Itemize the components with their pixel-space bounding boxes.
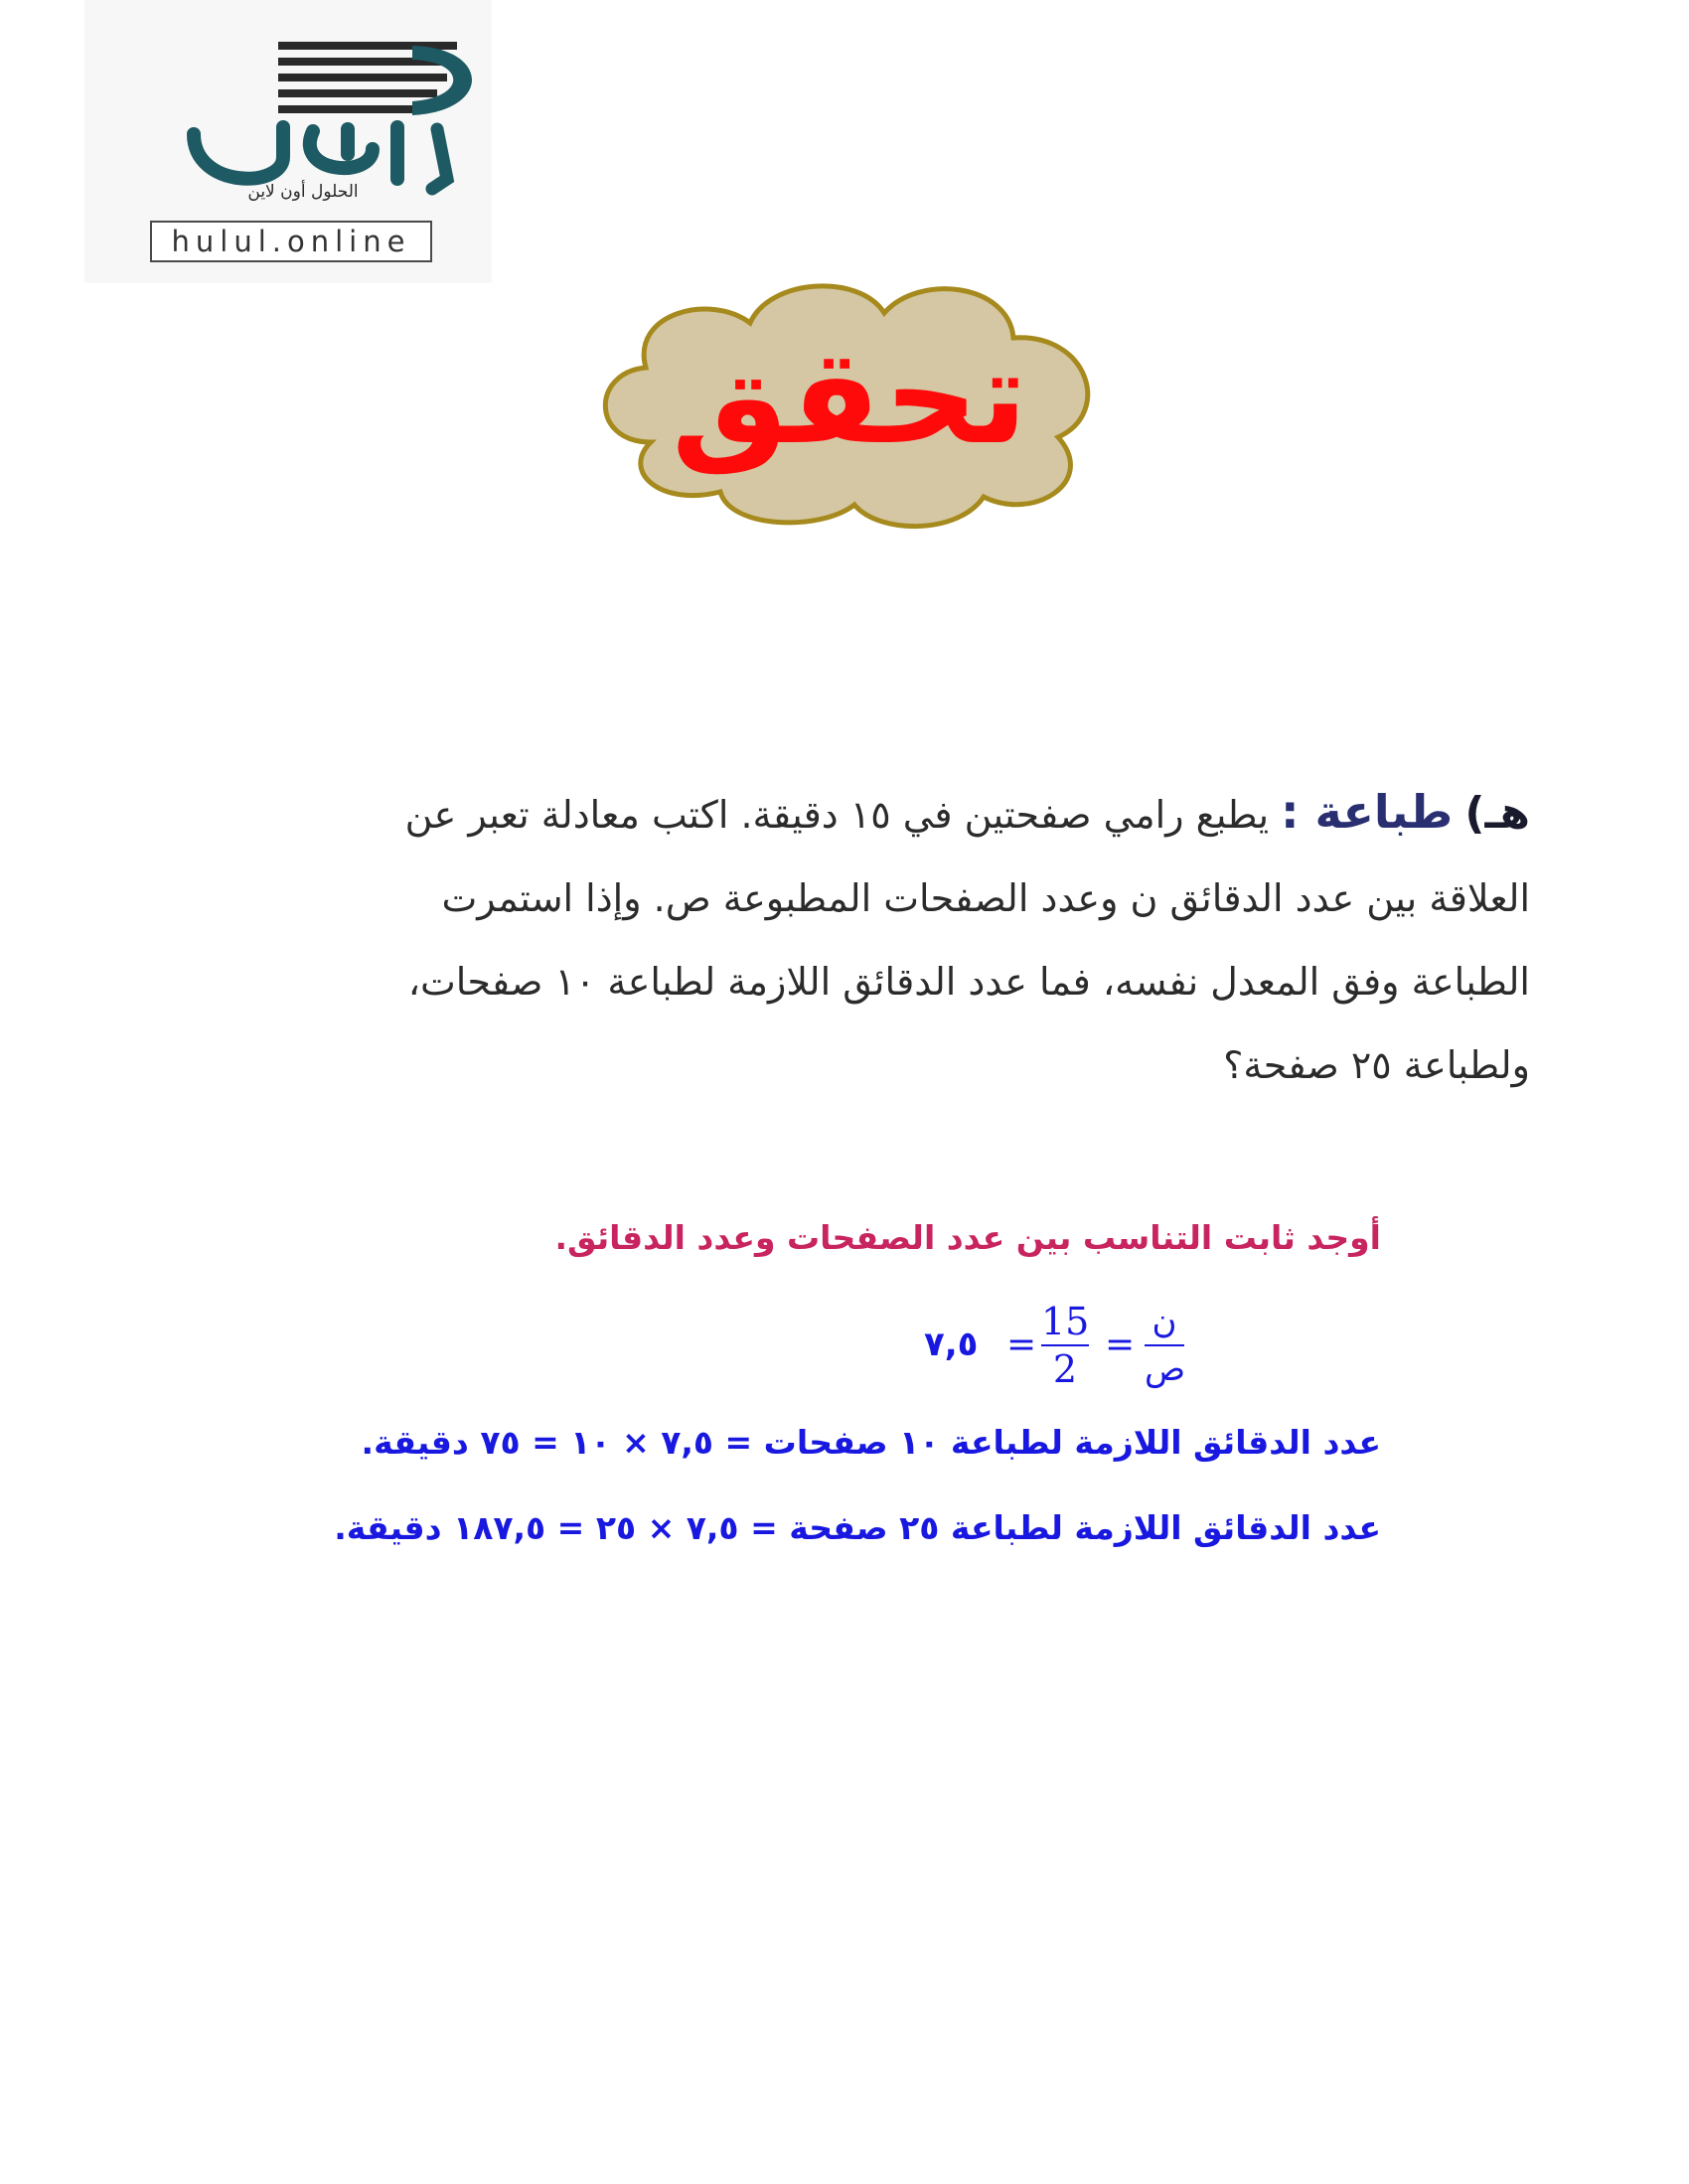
- fraction-denominator: 2: [1052, 1347, 1078, 1391]
- hulul-logo-icon: [184, 40, 482, 204]
- problem-line-3: الطباعة وفق المعدل نفسه، فما عدد الدقائق اللازمة لطباعة ١٠ صفحات،: [407, 960, 1530, 1004]
- problem-line-2: العلاقة بين عدد الدقائق ن وعدد الصفحات المطبوعة ص. وإذا استمرت: [441, 876, 1530, 920]
- fraction-s: ص: [1145, 1349, 1186, 1389]
- fraction-n: ن: [1152, 1302, 1177, 1341]
- problem-label: هـ): [1464, 788, 1530, 839]
- page-title: تحقق: [671, 321, 1028, 474]
- problem-topic: طباعة :: [1281, 785, 1454, 839]
- problem-line-4: ولطباعة ٢٥ صفحة؟: [1223, 1043, 1530, 1087]
- fraction-15-over-2: [1041, 1302, 1089, 1389]
- equation-equals-2: =: [1006, 1325, 1037, 1365]
- equation-result: ٧,٥: [924, 1325, 979, 1364]
- problem-line-1: [199, 770, 1530, 857]
- equation-equals-1: =: [1105, 1325, 1136, 1365]
- logo-url: hulul.online: [150, 221, 432, 262]
- proportion-equation: [924, 1302, 1222, 1396]
- answer-25-pages: عدد الدقائق اللازمة لطباعة ٢٥ صفحة = ٧,٥ × ٢٥ = ١٨٧,٥ دقيقة.: [334, 1508, 1381, 1547]
- logo-tagline: الحلول أون لاين: [247, 182, 359, 202]
- answer-10-pages: عدد الدقائق اللازمة لطباعة ١٠ صفحات = ٧,٥ × ١٠ = ٧٥ دقيقة.: [361, 1423, 1381, 1462]
- fraction-numerator: 15: [1041, 1300, 1090, 1343]
- problem-line-1-text: يطبع رامي صفحتين في ١٥ دقيقة. اكتب معادلة تعبر عن: [404, 793, 1270, 837]
- solution-question: أوجد ثابت التناسب بين عدد الصفحات وعدد الدقائق.: [554, 1218, 1381, 1257]
- logo: [84, 0, 492, 283]
- problem-text: [199, 770, 1530, 1107]
- fraction-n-over-s: [1145, 1302, 1184, 1389]
